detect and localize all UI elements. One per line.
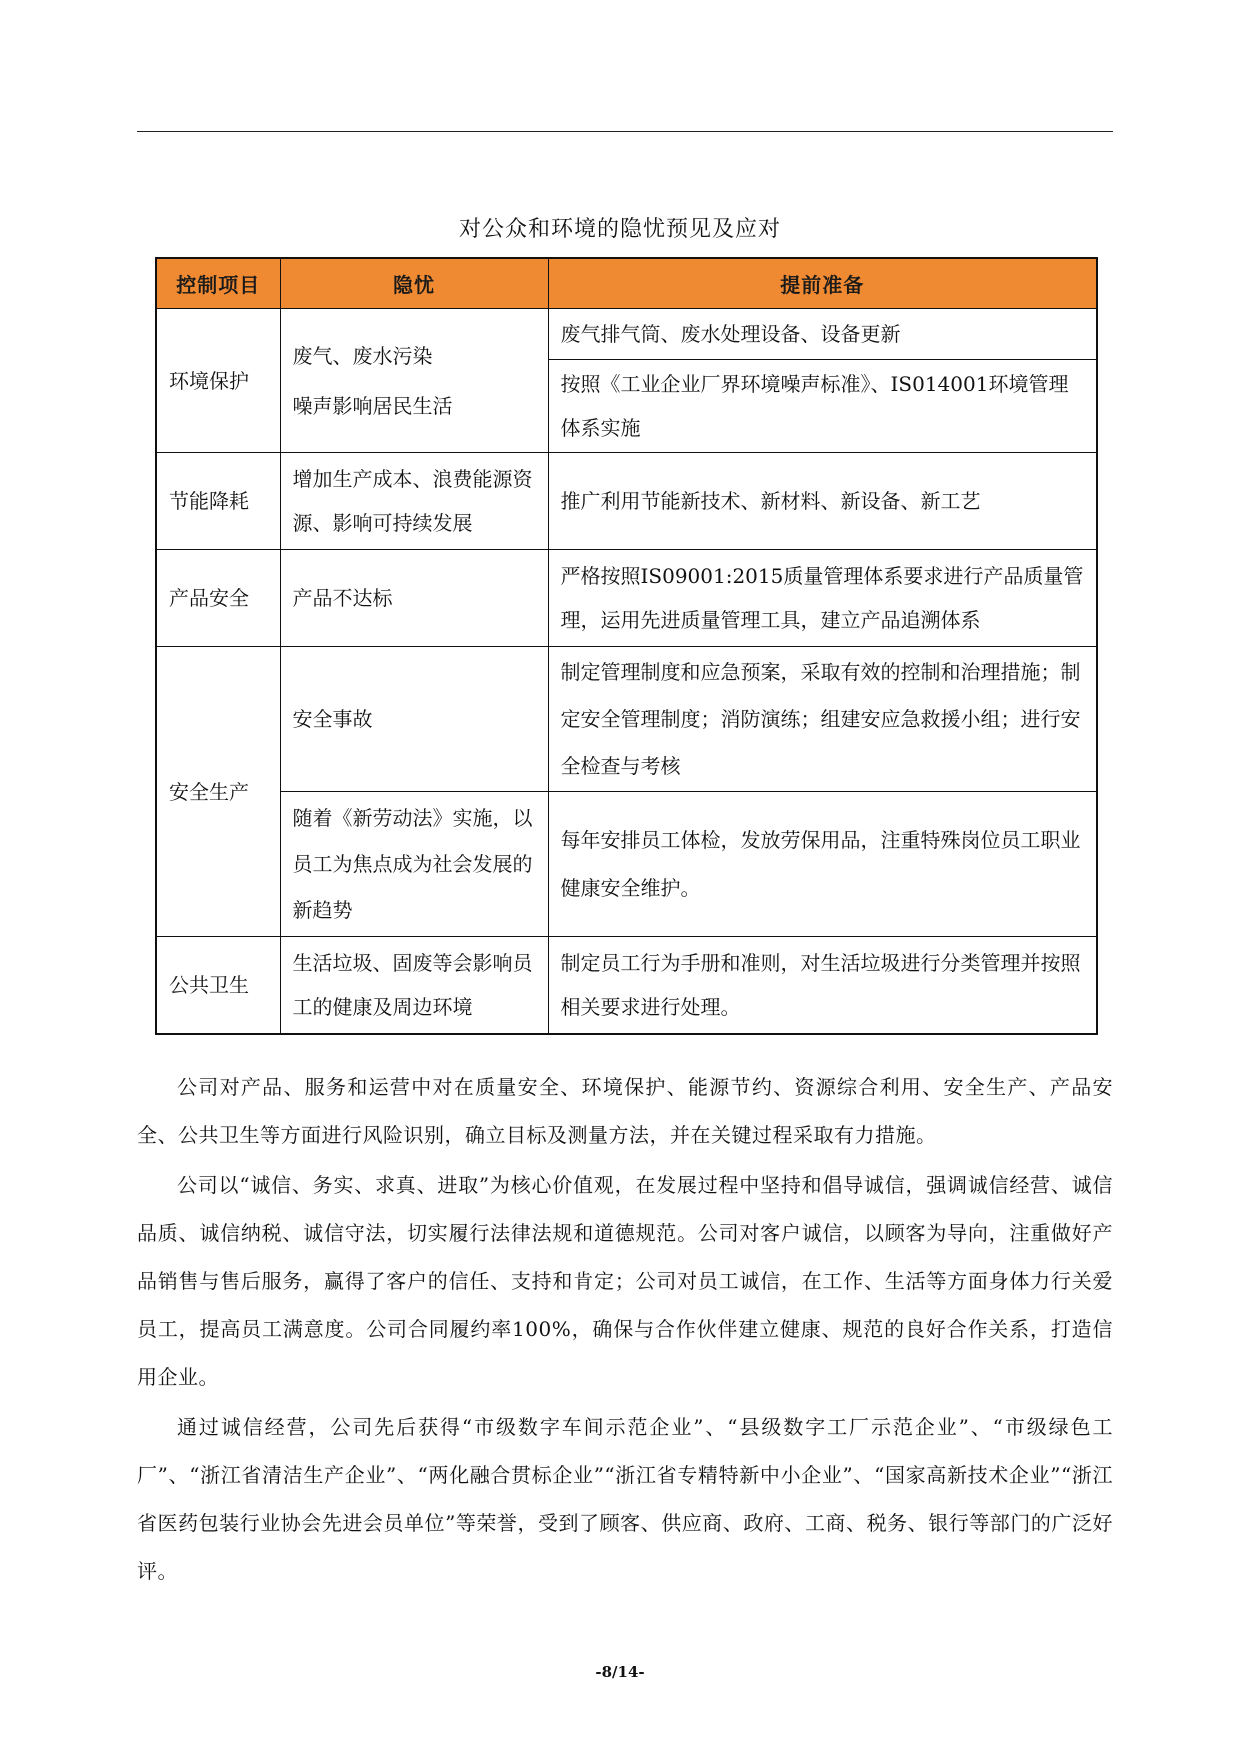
table-caption: 对公众和环境的隐忧预见及应对 bbox=[458, 217, 781, 242]
paragraph: 通过诚信经营，公司先后获得“市级数字车间示范企业”、“县级数字工厂示范企业”、“市级绿色工厂”、“浙江省清洁生产企业”、“两化融合贯标企业”“浙江省专精特新中小企业”、“国家高新技术企业”“浙江省医药包装行业协会先进会员单位”等荣誉，受到了顾客、供应商、政府、工商、税务、银行等部门的广泛好评。 bbox=[137, 1415, 1113, 1583]
row-item-public-health: 公共卫生 bbox=[156, 937, 280, 1035]
row-item-energy: 节能降耗 bbox=[156, 453, 280, 550]
table-row bbox=[156, 453, 1097, 550]
table-row bbox=[156, 309, 1097, 360]
row-concern-energy: 增加生产成本、浪费能源资源、影响可持续发展 bbox=[280, 453, 548, 550]
row-concern-product-safety: 产品不达标 bbox=[280, 550, 548, 647]
row-prep-energy: 推广利用节能新技术、新材料、新设备、新工艺 bbox=[548, 453, 1097, 550]
concern-text: 废气、废水污染 噪声影响居民生活 bbox=[292, 343, 453, 418]
page-number: -8/14- bbox=[595, 1663, 645, 1681]
row-prep-environment-2: 按照《工业企业厂界环境噪声标准》、IS014001环境管理体系实施 bbox=[548, 360, 1097, 453]
risk-table bbox=[155, 257, 1098, 1035]
header-rule bbox=[137, 131, 1113, 132]
body-text bbox=[137, 1063, 1113, 1595]
row-prep-environment-1: 废气排气筒、废水处理设备、设备更新 bbox=[548, 309, 1097, 360]
table-row bbox=[156, 937, 1097, 1035]
paragraph: 公司以“诚信、务实、求真、进取”为核心价值观，在发展过程中坚持和倡导诚信，强调诚信经营、诚信品质、诚信纳税、诚信守法，切实履行法律法规和道德规范。公司对客户诚信，以顾客为导向，注重做好产品销售与售后服务，赢得了客户的信任、支持和肯定；公司对员工诚信，在工作、生活等方面身体力行关爱员工，提高员工满意度。公司合同履约率100%，确保与合作伙伴建立健康、规范的良好合作关系，打造信用企业。 bbox=[137, 1173, 1113, 1389]
row-concern-public-health: 生活垃圾、固废等会影响员工的健康及周边环境 bbox=[280, 937, 548, 1035]
row-item-environment: 环境保护 bbox=[156, 309, 280, 453]
row-prep-labor-law: 每年安排员工体检，发放劳保用品，注重特殊岗位员工职业健康安全维护。 bbox=[548, 792, 1097, 937]
table-row bbox=[156, 550, 1097, 647]
row-concern-accident: 安全事故 bbox=[280, 647, 548, 792]
header-control-item: 控制项目 bbox=[156, 258, 280, 309]
row-prep-public-health: 制定员工行为手册和准则，对生活垃圾进行分类管理并按照相关要求进行处理。 bbox=[548, 937, 1097, 1035]
paragraph: 公司对产品、服务和运营中对在质量安全、环境保护、能源节约、资源综合利用、安全生产、产品安全、公共卫生等方面进行风险识别，确立目标及测量方法，并在关键过程采取有力措施。 bbox=[137, 1075, 1113, 1147]
table-row bbox=[156, 647, 1097, 792]
row-item-production-safety: 安全生产 bbox=[156, 647, 280, 937]
row-prep-accident: 制定管理制度和应急预案，采取有效的控制和治理措施；制定安全管理制度；消防演练；组建安应急救援小组；进行安全检查与考核 bbox=[548, 647, 1097, 792]
row-concern-labor-law: 随着《新劳动法》实施，以员工为焦点成为社会发展的新趋势 bbox=[280, 792, 548, 937]
table-header-row bbox=[156, 258, 1097, 309]
table-row bbox=[156, 792, 1097, 937]
row-concern-environment bbox=[280, 309, 548, 453]
header-preparation: 提前准备 bbox=[548, 258, 1097, 309]
header-concern: 隐忧 bbox=[280, 258, 548, 309]
row-prep-product-safety: 严格按照IS09001:2015质量管理体系要求进行产品质量管理，运用先进质量管理工具，建立产品追溯体系 bbox=[548, 550, 1097, 647]
row-item-product-safety: 产品安全 bbox=[156, 550, 280, 647]
